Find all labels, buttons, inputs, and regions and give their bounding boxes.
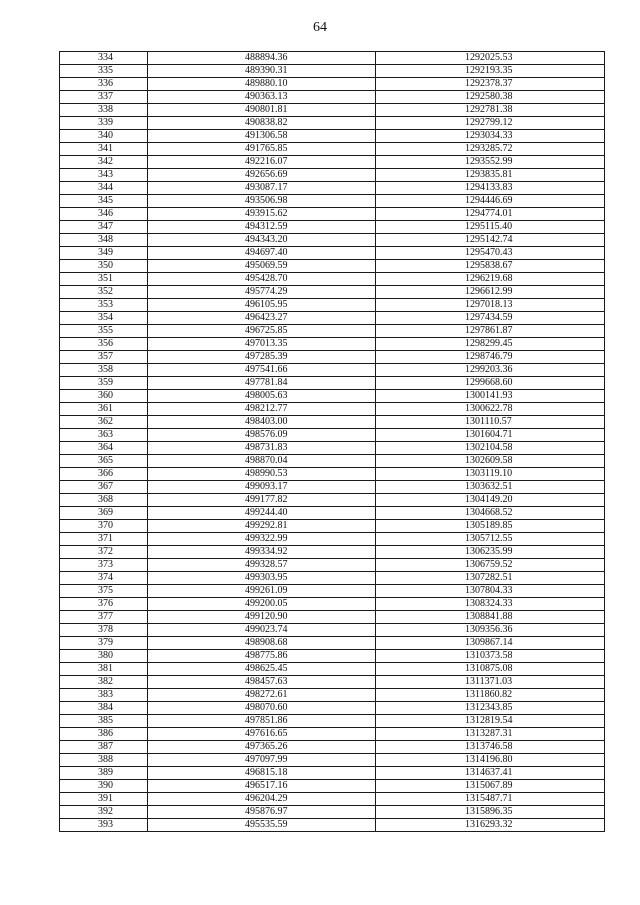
point-number-cell: 392 [60,806,148,819]
table-row [60,455,605,468]
table-row [60,741,605,754]
table-row [60,806,605,819]
x-coordinate-cell: 497365.26 [148,741,376,754]
y-coordinate-cell: 1314196.80 [376,754,605,767]
point-number-cell: 385 [60,715,148,728]
y-coordinate-cell: 1306235.99 [376,546,605,559]
table-row [60,91,605,104]
table-row [60,780,605,793]
table-row [60,715,605,728]
y-coordinate-cell: 1304668.52 [376,507,605,520]
x-coordinate-cell: 499261.09 [148,585,376,598]
x-coordinate-cell: 496423.27 [148,312,376,325]
point-number-cell: 353 [60,299,148,312]
y-coordinate-cell: 1312819.54 [376,715,605,728]
x-coordinate-cell: 496815.18 [148,767,376,780]
x-coordinate-cell: 498625.45 [148,663,376,676]
y-coordinate-cell: 1294774.01 [376,208,605,221]
y-coordinate-cell: 1306759.52 [376,559,605,572]
table-row [60,650,605,663]
x-coordinate-cell: 490838.82 [148,117,376,130]
point-number-cell: 383 [60,689,148,702]
x-coordinate-cell: 499120.90 [148,611,376,624]
table-row [60,143,605,156]
x-coordinate-cell: 495876.97 [148,806,376,819]
y-coordinate-cell: 1316293.32 [376,819,605,832]
y-coordinate-cell: 1292580.38 [376,91,605,104]
y-coordinate-cell: 1297018.13 [376,299,605,312]
x-coordinate-cell: 498005.63 [148,390,376,403]
point-number-cell: 339 [60,117,148,130]
table-row [60,325,605,338]
point-number-cell: 389 [60,767,148,780]
table-row [60,208,605,221]
x-coordinate-cell: 498272.61 [148,689,376,702]
x-coordinate-cell: 498576.09 [148,429,376,442]
y-coordinate-cell: 1303632.51 [376,481,605,494]
x-coordinate-cell: 498775.86 [148,650,376,663]
point-number-cell: 393 [60,819,148,832]
point-number-cell: 340 [60,130,148,143]
table-row [60,234,605,247]
y-coordinate-cell: 1298746.79 [376,351,605,364]
x-coordinate-cell: 498457.63 [148,676,376,689]
x-coordinate-cell: 499292.81 [148,520,376,533]
y-coordinate-cell: 1292799.12 [376,117,605,130]
table-row [60,260,605,273]
point-number-cell: 390 [60,780,148,793]
table-row [60,767,605,780]
x-coordinate-cell: 497097.99 [148,754,376,767]
point-number-cell: 342 [60,156,148,169]
y-coordinate-cell: 1293034.33 [376,130,605,143]
table-row [60,507,605,520]
table-row [60,416,605,429]
table-row [60,624,605,637]
x-coordinate-cell: 490363.13 [148,91,376,104]
table-row [60,663,605,676]
point-number-cell: 354 [60,312,148,325]
x-coordinate-cell: 497616.65 [148,728,376,741]
table-row [60,442,605,455]
x-coordinate-cell: 499303.95 [148,572,376,585]
point-number-cell: 360 [60,390,148,403]
y-coordinate-cell: 1302609.58 [376,455,605,468]
y-coordinate-cell: 1293285.72 [376,143,605,156]
x-coordinate-cell: 498990.53 [148,468,376,481]
x-coordinate-cell: 493506.98 [148,195,376,208]
y-coordinate-cell: 1297861.87 [376,325,605,338]
table-row [60,520,605,533]
point-number-cell: 391 [60,793,148,806]
point-number-cell: 387 [60,741,148,754]
x-coordinate-cell: 491765.85 [148,143,376,156]
point-number-cell: 382 [60,676,148,689]
table-row [60,572,605,585]
y-coordinate-cell: 1315896.35 [376,806,605,819]
table-row [60,676,605,689]
x-coordinate-cell: 495069.59 [148,260,376,273]
table-row [60,390,605,403]
x-coordinate-cell: 499023.74 [148,624,376,637]
x-coordinate-cell: 488894.36 [148,52,376,65]
table-row [60,702,605,715]
coordinates-table [59,51,605,832]
point-number-cell: 369 [60,507,148,520]
y-coordinate-cell: 1295115.40 [376,221,605,234]
table-row [60,559,605,572]
point-number-cell: 350 [60,260,148,273]
point-number-cell: 379 [60,637,148,650]
point-number-cell: 380 [60,650,148,663]
table-row [60,793,605,806]
point-number-cell: 343 [60,169,148,182]
x-coordinate-cell: 498212.77 [148,403,376,416]
table-row [60,611,605,624]
x-coordinate-cell: 499177.82 [148,494,376,507]
x-coordinate-cell: 489880.10 [148,78,376,91]
table-row [60,247,605,260]
coordinates-table-body [60,52,605,832]
table-row [60,598,605,611]
table-row [60,585,605,598]
y-coordinate-cell: 1292378.37 [376,78,605,91]
table-row [60,286,605,299]
y-coordinate-cell: 1299203.36 [376,364,605,377]
x-coordinate-cell: 497781.84 [148,377,376,390]
point-number-cell: 346 [60,208,148,221]
y-coordinate-cell: 1293552.99 [376,156,605,169]
point-number-cell: 357 [60,351,148,364]
y-coordinate-cell: 1298299.45 [376,338,605,351]
y-coordinate-cell: 1310373.58 [376,650,605,663]
table-row [60,338,605,351]
y-coordinate-cell: 1296219.68 [376,273,605,286]
y-coordinate-cell: 1309867.14 [376,637,605,650]
y-coordinate-cell: 1308324.33 [376,598,605,611]
y-coordinate-cell: 1296612.99 [376,286,605,299]
table-row [60,377,605,390]
x-coordinate-cell: 495535.59 [148,819,376,832]
x-coordinate-cell: 499334.92 [148,546,376,559]
point-number-cell: 371 [60,533,148,546]
x-coordinate-cell: 498870.04 [148,455,376,468]
x-coordinate-cell: 496204.29 [148,793,376,806]
point-number-cell: 368 [60,494,148,507]
y-coordinate-cell: 1300622.78 [376,403,605,416]
point-number-cell: 352 [60,286,148,299]
y-coordinate-cell: 1292193.35 [376,65,605,78]
point-number-cell: 358 [60,364,148,377]
table-row [60,130,605,143]
point-number-cell: 384 [60,702,148,715]
table-row [60,52,605,65]
x-coordinate-cell: 491306.58 [148,130,376,143]
table-row [60,273,605,286]
table-row [60,403,605,416]
table-row [60,78,605,91]
y-coordinate-cell: 1305189.85 [376,520,605,533]
point-number-cell: 362 [60,416,148,429]
y-coordinate-cell: 1314637.41 [376,767,605,780]
x-coordinate-cell: 493087.17 [148,182,376,195]
x-coordinate-cell: 497285.39 [148,351,376,364]
table-row [60,481,605,494]
point-number-cell: 386 [60,728,148,741]
point-number-cell: 367 [60,481,148,494]
y-coordinate-cell: 1294133.83 [376,182,605,195]
y-coordinate-cell: 1313287.31 [376,728,605,741]
table-row [60,182,605,195]
x-coordinate-cell: 498070.60 [148,702,376,715]
x-coordinate-cell: 497851.86 [148,715,376,728]
x-coordinate-cell: 498731.83 [148,442,376,455]
x-coordinate-cell: 494343.20 [148,234,376,247]
point-number-cell: 376 [60,598,148,611]
y-coordinate-cell: 1303119.10 [376,468,605,481]
y-coordinate-cell: 1292781.38 [376,104,605,117]
y-coordinate-cell: 1302104.58 [376,442,605,455]
point-number-cell: 349 [60,247,148,260]
y-coordinate-cell: 1309356.36 [376,624,605,637]
y-coordinate-cell: 1301110.57 [376,416,605,429]
table-row [60,169,605,182]
x-coordinate-cell: 494312.59 [148,221,376,234]
point-number-cell: 337 [60,91,148,104]
x-coordinate-cell: 499322.99 [148,533,376,546]
y-coordinate-cell: 1300141.93 [376,390,605,403]
x-coordinate-cell: 495774.29 [148,286,376,299]
table-row [60,156,605,169]
point-number-cell: 341 [60,143,148,156]
y-coordinate-cell: 1307282.51 [376,572,605,585]
y-coordinate-cell: 1311860.82 [376,689,605,702]
x-coordinate-cell: 499244.40 [148,507,376,520]
y-coordinate-cell: 1308841.88 [376,611,605,624]
point-number-cell: 365 [60,455,148,468]
x-coordinate-cell: 499093.17 [148,481,376,494]
table-row [60,104,605,117]
point-number-cell: 345 [60,195,148,208]
y-coordinate-cell: 1310875.08 [376,663,605,676]
table-row [60,65,605,78]
table-row [60,637,605,650]
y-coordinate-cell: 1294446.69 [376,195,605,208]
table-row [60,429,605,442]
table-row [60,299,605,312]
point-number-cell: 335 [60,65,148,78]
table-row [60,351,605,364]
y-coordinate-cell: 1307804.33 [376,585,605,598]
point-number-cell: 381 [60,663,148,676]
point-number-cell: 372 [60,546,148,559]
x-coordinate-cell: 496725.85 [148,325,376,338]
table-row [60,728,605,741]
table-row [60,195,605,208]
table-row [60,819,605,832]
point-number-cell: 364 [60,442,148,455]
y-coordinate-cell: 1311371.03 [376,676,605,689]
x-coordinate-cell: 492656.69 [148,169,376,182]
point-number-cell: 338 [60,104,148,117]
x-coordinate-cell: 499328.57 [148,559,376,572]
x-coordinate-cell: 498403.00 [148,416,376,429]
point-number-cell: 373 [60,559,148,572]
point-number-cell: 356 [60,338,148,351]
y-coordinate-cell: 1292025.53 [376,52,605,65]
point-number-cell: 351 [60,273,148,286]
y-coordinate-cell: 1315067.89 [376,780,605,793]
point-number-cell: 334 [60,52,148,65]
point-number-cell: 359 [60,377,148,390]
table-row [60,221,605,234]
point-number-cell: 361 [60,403,148,416]
x-coordinate-cell: 495428.70 [148,273,376,286]
table-row [60,754,605,767]
point-number-cell: 336 [60,78,148,91]
y-coordinate-cell: 1301604.71 [376,429,605,442]
x-coordinate-cell: 489390.31 [148,65,376,78]
point-number-cell: 366 [60,468,148,481]
y-coordinate-cell: 1313746.58 [376,741,605,754]
point-number-cell: 347 [60,221,148,234]
x-coordinate-cell: 498908.68 [148,637,376,650]
point-number-cell: 348 [60,234,148,247]
x-coordinate-cell: 497013.35 [148,338,376,351]
x-coordinate-cell: 494697.40 [148,247,376,260]
x-coordinate-cell: 496517.16 [148,780,376,793]
table-row [60,468,605,481]
table-row [60,117,605,130]
y-coordinate-cell: 1297434.59 [376,312,605,325]
y-coordinate-cell: 1295142.74 [376,234,605,247]
y-coordinate-cell: 1304149.20 [376,494,605,507]
point-number-cell: 344 [60,182,148,195]
point-number-cell: 374 [60,572,148,585]
point-number-cell: 363 [60,429,148,442]
x-coordinate-cell: 493915.62 [148,208,376,221]
y-coordinate-cell: 1295838.67 [376,260,605,273]
table-row [60,312,605,325]
point-number-cell: 370 [60,520,148,533]
x-coordinate-cell: 499200.05 [148,598,376,611]
point-number-cell: 355 [60,325,148,338]
table-row [60,689,605,702]
table-row [60,494,605,507]
point-number-cell: 378 [60,624,148,637]
y-coordinate-cell: 1295470.43 [376,247,605,260]
point-number-cell: 388 [60,754,148,767]
point-number-cell: 375 [60,585,148,598]
x-coordinate-cell: 496105.95 [148,299,376,312]
y-coordinate-cell: 1312343.85 [376,702,605,715]
x-coordinate-cell: 492216.07 [148,156,376,169]
table-row [60,364,605,377]
y-coordinate-cell: 1299668.60 [376,377,605,390]
y-coordinate-cell: 1305712.55 [376,533,605,546]
x-coordinate-cell: 490801.81 [148,104,376,117]
y-coordinate-cell: 1315487.71 [376,793,605,806]
point-number-cell: 377 [60,611,148,624]
x-coordinate-cell: 497541.66 [148,364,376,377]
table-row [60,533,605,546]
page-number: 64 [313,20,327,35]
y-coordinate-cell: 1293835.81 [376,169,605,182]
table-row [60,546,605,559]
